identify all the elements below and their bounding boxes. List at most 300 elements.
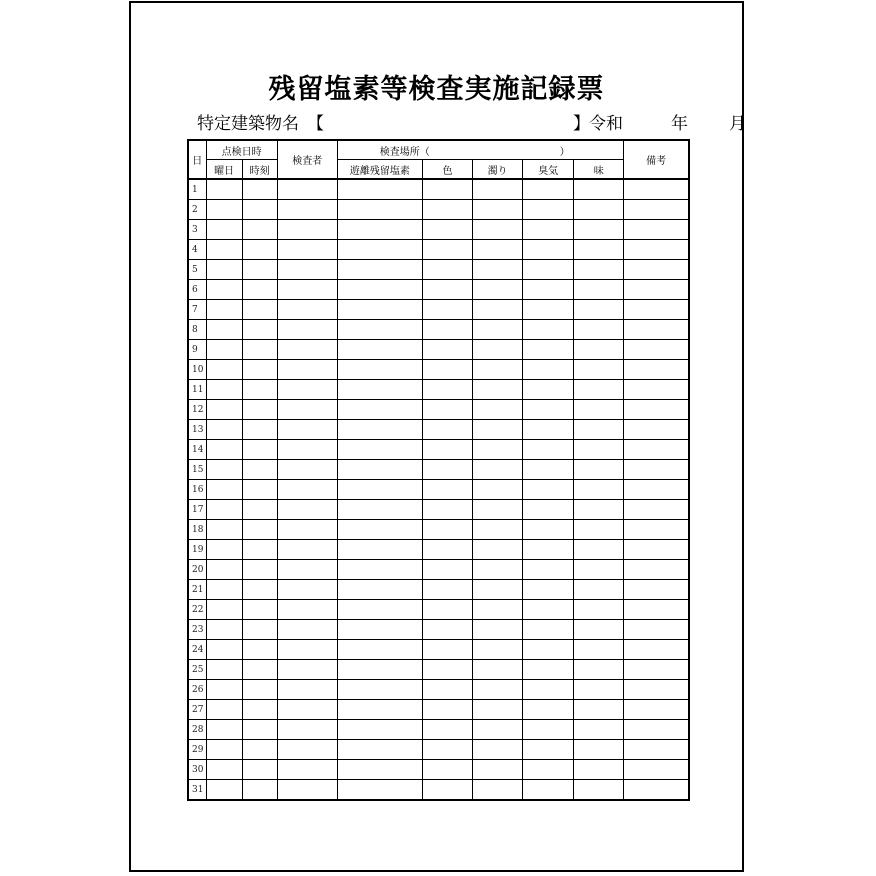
remarks-cell[interactable] xyxy=(624,640,689,660)
remarks-cell[interactable] xyxy=(624,340,689,360)
odor-cell[interactable] xyxy=(523,200,574,220)
remarks-cell[interactable] xyxy=(624,200,689,220)
weekday-cell[interactable] xyxy=(206,340,242,360)
inspector-cell[interactable] xyxy=(277,720,337,740)
inspector-cell[interactable] xyxy=(277,660,337,680)
free-chlorine-cell[interactable] xyxy=(337,340,422,360)
turbidity-cell[interactable] xyxy=(473,240,523,260)
remarks-cell[interactable] xyxy=(624,280,689,300)
odor-cell[interactable] xyxy=(523,760,574,780)
taste-cell[interactable] xyxy=(574,240,624,260)
header-location xyxy=(337,140,624,160)
remarks-cell[interactable] xyxy=(624,740,689,760)
free-chlorine-cell[interactable] xyxy=(337,720,422,740)
remarks-cell[interactable] xyxy=(624,580,689,600)
turbidity-cell[interactable] xyxy=(473,680,523,700)
turbidity-cell[interactable] xyxy=(473,780,523,801)
remarks-cell[interactable] xyxy=(624,760,689,780)
odor-cell[interactable] xyxy=(523,260,574,280)
odor-cell[interactable] xyxy=(523,740,574,760)
turbidity-cell[interactable] xyxy=(473,200,523,220)
remarks-cell[interactable] xyxy=(624,520,689,540)
turbidity-cell[interactable] xyxy=(473,660,523,680)
weekday-cell[interactable] xyxy=(206,220,242,240)
free-chlorine-cell[interactable] xyxy=(337,480,422,500)
odor-cell[interactable] xyxy=(523,320,574,340)
turbidity-cell[interactable] xyxy=(473,740,523,760)
weekday-cell[interactable] xyxy=(206,540,242,560)
taste-cell[interactable] xyxy=(574,179,624,200)
weekday-cell[interactable] xyxy=(206,280,242,300)
taste-cell[interactable] xyxy=(574,320,624,340)
free-chlorine-cell[interactable] xyxy=(337,179,422,200)
remarks-cell[interactable] xyxy=(624,620,689,640)
free-chlorine-cell[interactable] xyxy=(337,700,422,720)
color-cell[interactable] xyxy=(422,380,472,400)
weekday-cell[interactable] xyxy=(206,380,242,400)
odor-cell[interactable] xyxy=(523,240,574,260)
odor-cell[interactable] xyxy=(523,560,574,580)
weekday-cell[interactable] xyxy=(206,640,242,660)
free-chlorine-cell[interactable] xyxy=(337,740,422,760)
color-cell[interactable] xyxy=(422,680,472,700)
taste-cell[interactable] xyxy=(574,280,624,300)
odor-cell[interactable] xyxy=(523,360,574,380)
inspector-cell[interactable] xyxy=(277,700,337,720)
turbidity-cell[interactable] xyxy=(473,440,523,460)
taste-cell[interactable] xyxy=(574,720,624,740)
record-sheet xyxy=(129,1,744,872)
inspector-cell[interactable] xyxy=(277,440,337,460)
taste-cell[interactable] xyxy=(574,620,624,640)
odor-cell[interactable] xyxy=(523,680,574,700)
taste-cell[interactable] xyxy=(574,700,624,720)
taste-cell[interactable] xyxy=(574,400,624,420)
taste-cell[interactable] xyxy=(574,480,624,500)
color-cell[interactable] xyxy=(422,720,472,740)
weekday-cell[interactable] xyxy=(206,620,242,640)
taste-cell[interactable] xyxy=(574,260,624,280)
table-row xyxy=(188,400,689,420)
weekday-cell[interactable] xyxy=(206,400,242,420)
inspector-cell[interactable] xyxy=(277,280,337,300)
remarks-cell[interactable] xyxy=(624,780,689,801)
free-chlorine-cell[interactable] xyxy=(337,540,422,560)
odor-cell[interactable] xyxy=(523,340,574,360)
table-row xyxy=(188,360,689,380)
inspector-cell[interactable] xyxy=(277,220,337,240)
odor-cell[interactable] xyxy=(523,380,574,400)
time-cell[interactable] xyxy=(242,400,277,420)
odor-cell[interactable] xyxy=(523,780,574,801)
remarks-cell[interactable] xyxy=(624,260,689,280)
color-cell[interactable] xyxy=(422,320,472,340)
inspector-cell[interactable] xyxy=(277,620,337,640)
turbidity-cell[interactable] xyxy=(473,340,523,360)
inspector-cell[interactable] xyxy=(277,200,337,220)
free-chlorine-cell[interactable] xyxy=(337,380,422,400)
remarks-cell[interactable] xyxy=(624,220,689,240)
weekday-cell[interactable] xyxy=(206,700,242,720)
color-cell[interactable] xyxy=(422,440,472,460)
taste-cell[interactable] xyxy=(574,760,624,780)
header-day: 日 xyxy=(188,140,206,179)
color-cell[interactable] xyxy=(422,500,472,520)
odor-cell[interactable] xyxy=(523,580,574,600)
turbidity-cell[interactable] xyxy=(473,400,523,420)
remarks-cell[interactable] xyxy=(624,480,689,500)
color-cell[interactable] xyxy=(422,540,472,560)
inspector-cell[interactable] xyxy=(277,380,337,400)
free-chlorine-cell[interactable] xyxy=(337,600,422,620)
remarks-cell[interactable] xyxy=(624,600,689,620)
turbidity-cell[interactable] xyxy=(473,420,523,440)
taste-cell[interactable] xyxy=(574,560,624,580)
remarks-cell[interactable] xyxy=(624,460,689,480)
free-chlorine-cell[interactable] xyxy=(337,640,422,660)
time-cell[interactable] xyxy=(242,720,277,740)
turbidity-cell[interactable] xyxy=(473,179,523,200)
turbidity-cell[interactable] xyxy=(473,500,523,520)
weekday-cell[interactable] xyxy=(206,580,242,600)
color-cell[interactable] xyxy=(422,340,472,360)
odor-cell[interactable] xyxy=(523,500,574,520)
inspector-cell[interactable] xyxy=(277,480,337,500)
taste-cell[interactable] xyxy=(574,740,624,760)
taste-cell[interactable] xyxy=(574,340,624,360)
inspector-cell[interactable] xyxy=(277,740,337,760)
inspector-cell[interactable] xyxy=(277,400,337,420)
inspector-cell[interactable] xyxy=(277,760,337,780)
time-cell[interactable] xyxy=(242,660,277,680)
weekday-cell[interactable] xyxy=(206,320,242,340)
inspector-cell[interactable] xyxy=(277,260,337,280)
weekday-cell[interactable] xyxy=(206,420,242,440)
free-chlorine-cell[interactable] xyxy=(337,560,422,580)
time-cell[interactable] xyxy=(242,240,277,260)
inspector-cell[interactable] xyxy=(277,680,337,700)
time-cell[interactable] xyxy=(242,760,277,780)
taste-cell[interactable] xyxy=(574,780,624,801)
time-cell[interactable] xyxy=(242,620,277,640)
odor-cell[interactable] xyxy=(523,520,574,540)
color-cell[interactable] xyxy=(422,220,472,240)
remarks-cell[interactable] xyxy=(624,440,689,460)
color-cell[interactable] xyxy=(422,240,472,260)
free-chlorine-cell[interactable] xyxy=(337,780,422,801)
inspector-cell[interactable] xyxy=(277,580,337,600)
remarks-cell[interactable] xyxy=(624,179,689,200)
weekday-cell[interactable] xyxy=(206,300,242,320)
color-cell[interactable] xyxy=(422,280,472,300)
day-number: 8 xyxy=(188,320,206,340)
taste-cell[interactable] xyxy=(574,220,624,240)
color-cell[interactable] xyxy=(422,740,472,760)
remarks-cell[interactable] xyxy=(624,660,689,680)
inspector-cell[interactable] xyxy=(277,420,337,440)
table-row xyxy=(188,520,689,540)
inspector-cell[interactable] xyxy=(277,540,337,560)
time-cell[interactable] xyxy=(242,580,277,600)
free-chlorine-cell[interactable] xyxy=(337,280,422,300)
turbidity-cell[interactable] xyxy=(473,600,523,620)
free-chlorine-cell[interactable] xyxy=(337,760,422,780)
time-cell[interactable] xyxy=(242,700,277,720)
remarks-cell[interactable] xyxy=(624,560,689,580)
inspector-cell[interactable] xyxy=(277,640,337,660)
time-cell[interactable] xyxy=(242,220,277,240)
time-cell[interactable] xyxy=(242,360,277,380)
table-row xyxy=(188,340,689,360)
odor-cell[interactable] xyxy=(523,420,574,440)
turbidity-cell[interactable] xyxy=(473,460,523,480)
inspector-cell[interactable] xyxy=(277,320,337,340)
turbidity-cell[interactable] xyxy=(473,220,523,240)
color-cell[interactable] xyxy=(422,360,472,380)
time-cell[interactable] xyxy=(242,200,277,220)
taste-cell[interactable] xyxy=(574,640,624,660)
odor-cell[interactable] xyxy=(523,400,574,420)
free-chlorine-cell[interactable] xyxy=(337,360,422,380)
taste-cell[interactable] xyxy=(574,600,624,620)
color-cell[interactable] xyxy=(422,480,472,500)
inspector-cell[interactable] xyxy=(277,520,337,540)
taste-cell[interactable] xyxy=(574,520,624,540)
odor-cell[interactable] xyxy=(523,280,574,300)
turbidity-cell[interactable] xyxy=(473,260,523,280)
color-cell[interactable] xyxy=(422,420,472,440)
time-cell[interactable] xyxy=(242,420,277,440)
time-cell[interactable] xyxy=(242,540,277,560)
odor-cell[interactable] xyxy=(523,540,574,560)
weekday-cell[interactable] xyxy=(206,660,242,680)
inspector-cell[interactable] xyxy=(277,179,337,200)
odor-cell[interactable] xyxy=(523,220,574,240)
turbidity-cell[interactable] xyxy=(473,380,523,400)
odor-cell[interactable] xyxy=(523,179,574,200)
weekday-cell[interactable] xyxy=(206,200,242,220)
taste-cell[interactable] xyxy=(574,660,624,680)
inspector-cell[interactable] xyxy=(277,340,337,360)
weekday-cell[interactable] xyxy=(206,240,242,260)
free-chlorine-cell[interactable] xyxy=(337,420,422,440)
weekday-cell[interactable] xyxy=(206,560,242,580)
turbidity-cell[interactable] xyxy=(473,520,523,540)
time-cell[interactable] xyxy=(242,780,277,801)
odor-cell[interactable] xyxy=(523,700,574,720)
weekday-cell[interactable] xyxy=(206,680,242,700)
free-chlorine-cell[interactable] xyxy=(337,520,422,540)
free-chlorine-cell[interactable] xyxy=(337,580,422,600)
turbidity-cell[interactable] xyxy=(473,540,523,560)
turbidity-cell[interactable] xyxy=(473,280,523,300)
weekday-cell[interactable] xyxy=(206,600,242,620)
remarks-cell[interactable] xyxy=(624,500,689,520)
color-cell[interactable] xyxy=(422,660,472,680)
time-cell[interactable] xyxy=(242,320,277,340)
weekday-cell[interactable] xyxy=(206,520,242,540)
remarks-cell[interactable] xyxy=(624,380,689,400)
turbidity-cell[interactable] xyxy=(473,720,523,740)
weekday-cell[interactable] xyxy=(206,760,242,780)
color-cell[interactable] xyxy=(422,460,472,480)
color-cell[interactable] xyxy=(422,620,472,640)
color-cell[interactable] xyxy=(422,400,472,420)
remarks-cell[interactable] xyxy=(624,400,689,420)
time-cell[interactable] xyxy=(242,600,277,620)
inspector-cell[interactable] xyxy=(277,500,337,520)
free-chlorine-cell[interactable] xyxy=(337,440,422,460)
weekday-cell[interactable] xyxy=(206,360,242,380)
taste-cell[interactable] xyxy=(574,580,624,600)
odor-cell[interactable] xyxy=(523,640,574,660)
time-cell[interactable] xyxy=(242,380,277,400)
taste-cell[interactable] xyxy=(574,200,624,220)
header-time: 時刻 xyxy=(242,160,277,180)
turbidity-cell[interactable] xyxy=(473,620,523,640)
free-chlorine-cell[interactable] xyxy=(337,300,422,320)
odor-cell[interactable] xyxy=(523,620,574,640)
turbidity-cell[interactable] xyxy=(473,480,523,500)
free-chlorine-cell[interactable] xyxy=(337,500,422,520)
time-cell[interactable] xyxy=(242,560,277,580)
weekday-cell[interactable] xyxy=(206,720,242,740)
color-cell[interactable] xyxy=(422,580,472,600)
table-row xyxy=(188,640,689,660)
weekday-cell[interactable] xyxy=(206,740,242,760)
free-chlorine-cell[interactable] xyxy=(337,660,422,680)
time-cell[interactable] xyxy=(242,179,277,200)
remarks-cell[interactable] xyxy=(624,720,689,740)
inspector-cell[interactable] xyxy=(277,780,337,801)
time-cell[interactable] xyxy=(242,520,277,540)
color-cell[interactable] xyxy=(422,520,472,540)
weekday-cell[interactable] xyxy=(206,179,242,200)
color-cell[interactable] xyxy=(422,560,472,580)
time-cell[interactable] xyxy=(242,500,277,520)
table-row xyxy=(188,720,689,740)
time-cell[interactable] xyxy=(242,680,277,700)
time-cell[interactable] xyxy=(242,260,277,280)
weekday-cell[interactable] xyxy=(206,480,242,500)
taste-cell[interactable] xyxy=(574,680,624,700)
header-turbidity: 濁り xyxy=(473,160,523,180)
inspection-table xyxy=(187,139,690,801)
color-cell[interactable] xyxy=(422,179,472,200)
free-chlorine-cell[interactable] xyxy=(337,320,422,340)
header-odor: 臭気 xyxy=(523,160,574,180)
inspector-cell[interactable] xyxy=(277,300,337,320)
weekday-cell[interactable] xyxy=(206,780,242,801)
color-cell[interactable] xyxy=(422,200,472,220)
odor-cell[interactable] xyxy=(523,600,574,620)
free-chlorine-cell[interactable] xyxy=(337,620,422,640)
odor-cell[interactable] xyxy=(523,300,574,320)
inspector-cell[interactable] xyxy=(277,600,337,620)
time-cell[interactable] xyxy=(242,740,277,760)
weekday-cell[interactable] xyxy=(206,460,242,480)
taste-cell[interactable] xyxy=(574,540,624,560)
odor-cell[interactable] xyxy=(523,460,574,480)
table-row xyxy=(188,620,689,640)
turbidity-cell[interactable] xyxy=(473,640,523,660)
inspector-cell[interactable] xyxy=(277,360,337,380)
taste-cell[interactable] xyxy=(574,360,624,380)
remarks-cell[interactable] xyxy=(624,540,689,560)
weekday-cell[interactable] xyxy=(206,260,242,280)
day-number: 15 xyxy=(188,460,206,480)
odor-cell[interactable] xyxy=(523,480,574,500)
odor-cell[interactable] xyxy=(523,720,574,740)
color-cell[interactable] xyxy=(422,300,472,320)
free-chlorine-cell[interactable] xyxy=(337,680,422,700)
free-chlorine-cell[interactable] xyxy=(337,260,422,280)
time-cell[interactable] xyxy=(242,280,277,300)
turbidity-cell[interactable] xyxy=(473,560,523,580)
remarks-cell[interactable] xyxy=(624,360,689,380)
turbidity-cell[interactable] xyxy=(473,300,523,320)
taste-cell[interactable] xyxy=(574,460,624,480)
turbidity-cell[interactable] xyxy=(473,320,523,340)
taste-cell[interactable] xyxy=(574,420,624,440)
time-cell[interactable] xyxy=(242,640,277,660)
remarks-cell[interactable] xyxy=(624,300,689,320)
color-cell[interactable] xyxy=(422,780,472,801)
time-cell[interactable] xyxy=(242,460,277,480)
turbidity-cell[interactable] xyxy=(473,700,523,720)
remarks-cell[interactable] xyxy=(624,420,689,440)
odor-cell[interactable] xyxy=(523,440,574,460)
remarks-cell[interactable] xyxy=(624,240,689,260)
day-number: 18 xyxy=(188,520,206,540)
turbidity-cell[interactable] xyxy=(473,360,523,380)
free-chlorine-cell[interactable] xyxy=(337,200,422,220)
table-row xyxy=(188,560,689,580)
day-number: 10 xyxy=(188,360,206,380)
turbidity-cell[interactable] xyxy=(473,760,523,780)
table-row xyxy=(188,380,689,400)
taste-cell[interactable] xyxy=(574,380,624,400)
color-cell[interactable] xyxy=(422,600,472,620)
odor-cell[interactable] xyxy=(523,660,574,680)
inspector-cell[interactable] xyxy=(277,240,337,260)
taste-cell[interactable] xyxy=(574,440,624,460)
free-chlorine-cell[interactable] xyxy=(337,240,422,260)
color-cell[interactable] xyxy=(422,260,472,280)
inspector-cell[interactable] xyxy=(277,560,337,580)
free-chlorine-cell[interactable] xyxy=(337,460,422,480)
time-cell[interactable] xyxy=(242,440,277,460)
time-cell[interactable] xyxy=(242,480,277,500)
turbidity-cell[interactable] xyxy=(473,580,523,600)
remarks-cell[interactable] xyxy=(624,680,689,700)
time-cell[interactable] xyxy=(242,340,277,360)
day-number: 17 xyxy=(188,500,206,520)
remarks-cell[interactable] xyxy=(624,700,689,720)
weekday-cell[interactable] xyxy=(206,500,242,520)
color-cell[interactable] xyxy=(422,640,472,660)
inspector-cell[interactable] xyxy=(277,460,337,480)
weekday-cell[interactable] xyxy=(206,440,242,460)
taste-cell[interactable] xyxy=(574,300,624,320)
remarks-cell[interactable] xyxy=(624,320,689,340)
color-cell[interactable] xyxy=(422,700,472,720)
free-chlorine-cell[interactable] xyxy=(337,400,422,420)
free-chlorine-cell[interactable] xyxy=(337,220,422,240)
time-cell[interactable] xyxy=(242,300,277,320)
taste-cell[interactable] xyxy=(574,500,624,520)
color-cell[interactable] xyxy=(422,760,472,780)
